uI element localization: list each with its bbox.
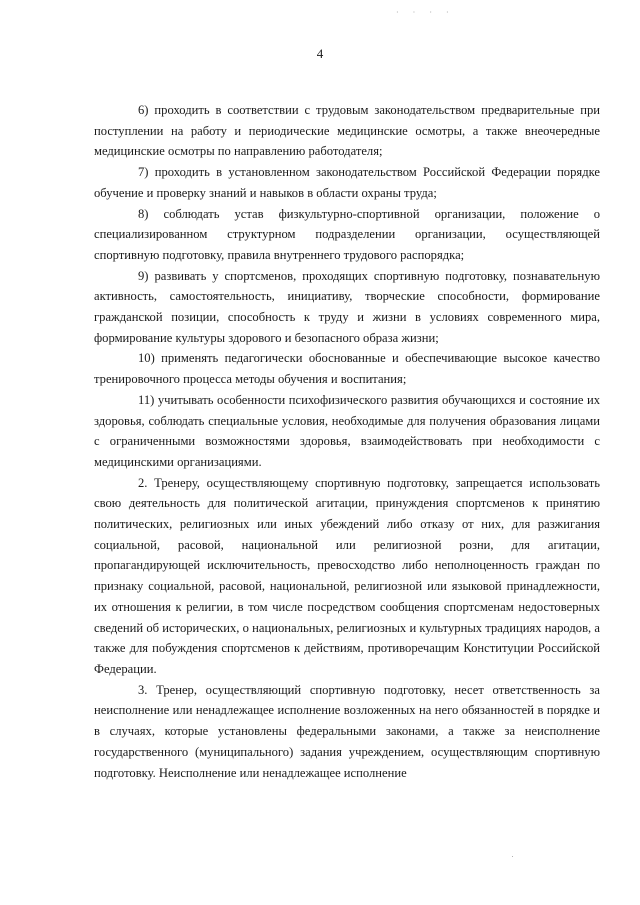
paragraph-section-3: 3. Тренер, осуществляющий спортивную подготовку, несет ответственность за неисполнение или ненадлежащее исполнение возложенных на него обязанностей в порядке и в случаях, которые установлены федеральными законами, а также за неисполнение государственного (муниципального) задания учреждением, осуществляющим спортивную подготовку. Неисполнение или ненадлежащее исполнение xyxy=(94,682,600,780)
scan-artifact: · · · · xyxy=(396,8,455,17)
paragraph-item-9: 9) развивать у спортсменов, проходящих спортивную подготовку, познавательную активность, самостоятельность, инициативу, творческие способности, формирование гражданской позиции, способность к труду и жизни в условиях современного мира, формирование культуры здорового и безопасного образа жизни; xyxy=(94,268,600,345)
paragraph-item-6: 6) проходить в соответствии с трудовым законодательством предварительные при поступлении на работу и периодические медицинские осмотры, а также внеочередные медицинские осмотры по направлению работодателя; xyxy=(94,103,600,159)
paragraph-section-2: 2. Тренеру, осуществляющему спортивную подготовку, запрещается использовать свою деятельность для политической агитации, принуждения спортсменов к принятию политических, религиозных или иных убеждений либо отказу от них, для разжигания социальной, расовой, национальной или религиозной розни, для агитации, пропагандирующей исключительность, превосходство либо неполноценность граждан по признаку социальной, расовой, национальной, религиозной или языковой принадлежности, их отношения к религии, в том числе посредством сообщения спортсменам недостоверных сведений об исторических, о национальных, религиозных и культурных традициях народов, а также для побуждения спортсменов к действиям, противоречащим Конституции Российской Федерации. xyxy=(94,475,600,676)
paragraph-item-8: 8) соблюдать устав физкультурно-спортивной организации, положение о специализированном структурном подразделении организации, осуществляющей спортивную подготовку, правила внутреннего трудового распорядка; xyxy=(94,206,600,262)
paragraph-item-11: 11) учитывать особенности психофизического развития обучающихся и состояние их здоровья, соблюдать специальные условия, необходимые для получения образования лицами с ограниченными возможностями здоровья, взаимодействовать при необходимости с медицинскими организациями. xyxy=(94,392,600,469)
page-number: 4 xyxy=(316,46,324,61)
scan-artifact-dot xyxy=(512,856,513,857)
paragraph-item-7: 7) проходить в установленном законодательством Российской Федерации порядке обучение и проверку знаний и навыков в области охраны труда; xyxy=(94,165,600,200)
document-body xyxy=(94,100,600,783)
paragraph-item-10: 10) применять педагогически обоснованные и обеспечивающие высокое качество тренировочного процесса методы обучения и воспитания; xyxy=(94,351,600,387)
